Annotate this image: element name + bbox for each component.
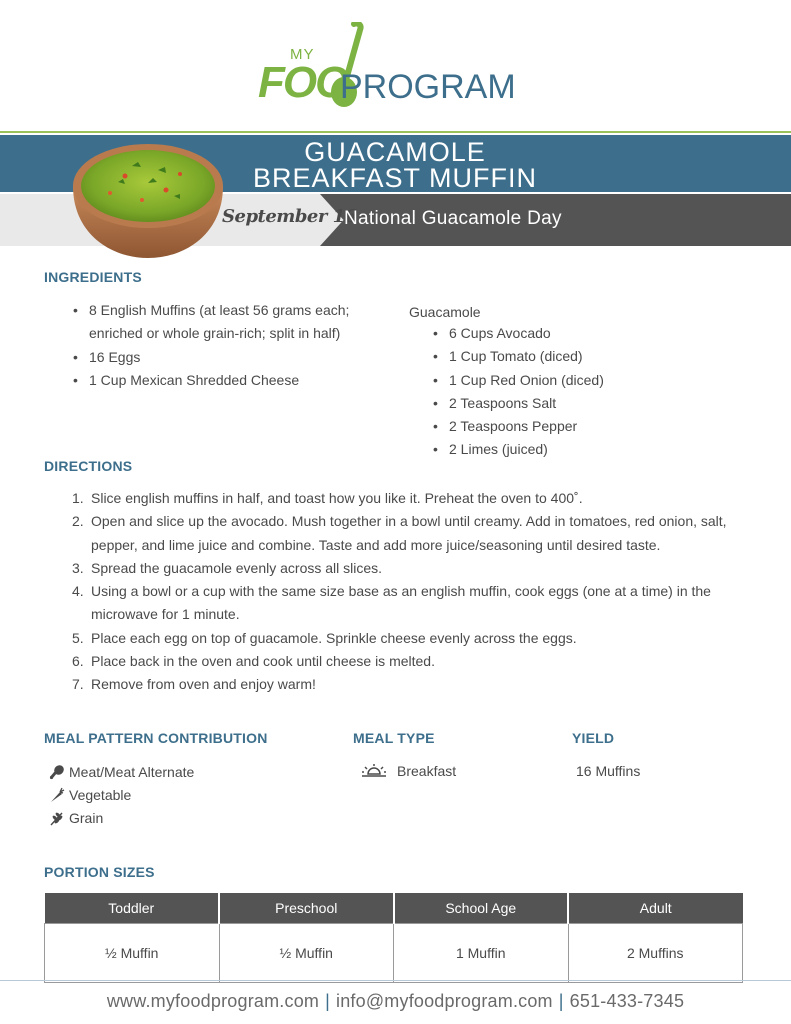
direction-step-text: Open and slice up the avocado. Mush together in a bowl until creamy. Add in tomatoes, red onion, salt, pepper, and lime juice and combine. Taste and add more juice/seasoning until desired taste.: [91, 513, 727, 553]
portion-column-header: Adult: [568, 893, 743, 923]
guacamole-subheading: Guacamole: [409, 304, 481, 320]
portion-column-header: School Age: [394, 893, 569, 923]
ingredient-item: • 6 Cups Avocado: [433, 322, 713, 345]
recipe-title: [250, 139, 540, 191]
guacamole-ingredients-list: [433, 322, 713, 462]
footer-separator: |: [558, 991, 564, 1011]
logo-my-text: MY: [290, 46, 315, 63]
portion-sizes-heading: PORTION SIZES: [44, 864, 155, 880]
drumstick-icon: [49, 764, 65, 780]
table-row: [45, 923, 743, 982]
ingredients-heading: INGREDIENTS: [44, 269, 142, 285]
portion-column-header: Toddler: [45, 893, 220, 923]
direction-step-text: Place back in the oven and cook until cheese is melted.: [91, 653, 435, 670]
ingredient-item: • 1 Cup Tomato (diced): [433, 345, 713, 368]
footer-phone: 651-433-7345: [569, 991, 685, 1011]
meal-pattern-item: [49, 810, 103, 826]
direction-step: 1. Slice english muffins in half, and toast how you like it. Preheat the oven to 400˚.: [72, 490, 583, 506]
portion-cell: 2 Muffins: [568, 923, 743, 982]
footer-separator: |: [325, 991, 330, 1011]
portion-column-header: Preschool: [219, 893, 394, 923]
meal-type-item: [361, 763, 456, 779]
direction-step-text: Using a bowl or a cup with the same size base as an english muffin, cook eggs (one at a time) in the microwave for 1 minute.: [91, 583, 711, 623]
day-name-label: National Guacamole Day: [344, 208, 562, 229]
direction-step: 4. Using a bowl or a cup with the same size base as an english muffin, cook eggs (one at a time) in the microwave for 1 minute.: [72, 583, 711, 623]
direction-step: 3. Spread the guacamole evenly across all slices.: [72, 559, 383, 576]
direction-step-text: Spread the guacamole evenly across all slices.: [91, 559, 383, 576]
logo-food-text: FOO: [258, 58, 348, 107]
footer-contact: [0, 991, 791, 1012]
sunrise-icon: [361, 763, 387, 779]
direction-step: 6. Place back in the oven and cook until cheese is melted.: [72, 653, 435, 670]
direction-step: 5. Place each egg on top of guacamole. Sprinkle cheese evenly across the eggs.: [72, 629, 577, 646]
yield-heading: YIELD: [572, 730, 615, 746]
ingredient-item: • 1 Cup Mexican Shredded Cheese: [73, 369, 373, 392]
portion-cell: 1 Muffin: [394, 923, 569, 982]
ingredient-item: • 2 Teaspoons Pepper: [433, 415, 713, 438]
directions-list: [72, 487, 757, 697]
portion-cell: ½ Muffin: [219, 923, 394, 982]
ingredient-item: • 2 Teaspoons Salt: [433, 392, 713, 415]
brand-logo: [256, 22, 546, 110]
recipe-title-line2: BREAKFAST MUFFIN: [252, 163, 538, 193]
ingredient-item: • 1 Cup Red Onion (diced): [433, 369, 713, 392]
carrot-icon: [49, 787, 65, 803]
direction-step-text: Place each egg on top of guacamole. Sprinkle cheese evenly across the eggs.: [91, 629, 577, 646]
meal-type-value: Breakfast: [397, 763, 457, 779]
meal-type-heading: MEAL TYPE: [353, 730, 435, 746]
ingredients-main-list: [73, 299, 373, 392]
footer-email-link[interactable]: info@myfoodprogram.com: [336, 991, 553, 1011]
meal-pattern-label: Vegetable: [69, 787, 132, 803]
direction-step-text: Slice english muffins in half, and toast how you like it. Preheat the oven to 400˚.: [91, 490, 583, 506]
ingredient-item: • 8 English Muffins (at least 56 grams each; enriched or whole grain-rich; split in half): [73, 299, 373, 346]
direction-step: 7. Remove from oven and enjoy warm!: [72, 676, 316, 693]
date-label: September 16: [222, 206, 357, 227]
directions-heading: DIRECTIONS: [44, 458, 133, 474]
recipe-title-line1: GUACAMOLE: [304, 137, 486, 167]
meal-pattern-item: [49, 764, 194, 780]
header-rule-green: [0, 131, 791, 133]
wheat-icon: [49, 810, 65, 826]
footer-rule: [0, 980, 791, 981]
yield-value: 16 Muffins: [576, 763, 641, 779]
portion-sizes-table: [44, 893, 743, 983]
meal-pattern-label: Grain: [69, 810, 104, 826]
logo-program-text: PROGRAM: [340, 68, 516, 106]
ingredient-item: • 2 Limes (juiced): [433, 438, 713, 461]
guacamole-bowl-image: [70, 138, 226, 260]
portion-cell: ½ Muffin: [45, 923, 220, 982]
ingredient-item: • 16 Eggs: [73, 346, 373, 369]
meal-pattern-label: Meat/Meat Alternate: [69, 764, 195, 780]
meal-pattern-heading: MEAL PATTERN CONTRIBUTION: [44, 730, 268, 746]
portion-table-header-row: [45, 893, 743, 923]
direction-step-text: Remove from oven and enjoy warm!: [91, 676, 316, 693]
direction-step: 2. Open and slice up the avocado. Mush together in a bowl until creamy. Add in tomatoes, red onion, salt, pepper, and lime juice and combine. Taste and add more juice/seasoning until desired taste.: [72, 513, 727, 553]
footer-website-link[interactable]: www.myfoodprogram.com: [106, 991, 320, 1011]
meal-pattern-item: [49, 787, 131, 803]
